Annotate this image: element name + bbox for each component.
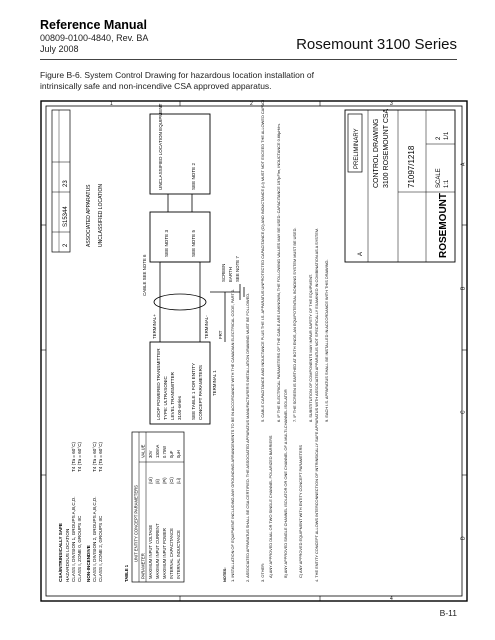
- nonincendive-line-1: CLASS I, DIVISION 2, GROUPS A,B,C,D.: [92, 496, 97, 582]
- table-cell: 0μF: [169, 450, 174, 458]
- page-number: B-11: [439, 608, 457, 618]
- table-cell: MAXIMUM INPUT POWER: [162, 528, 167, 579]
- see-note-2-label: SEE NOTE 2: [191, 162, 196, 190]
- frame-letter-b: B: [460, 286, 467, 290]
- notes-heading: NOTES:: [222, 567, 227, 582]
- table-heading: UNIT ENTITY CONCEPT PARAMETERS: [133, 485, 139, 562]
- transmitter-line: 3100-series: [177, 395, 182, 420]
- company-logo-text: ROSEMOUNT: [438, 193, 449, 258]
- revision-number: 2: [63, 243, 69, 247]
- frame-number-2: 2: [250, 101, 253, 107]
- figure-caption: Figure B-6. System Control Drawing for hazardous location installation of intrinsically safe and non-incendive CSA approved apparatus.: [40, 70, 315, 91]
- nonincendive-temp-2: T4 (Ta = 60°C): [98, 441, 103, 472]
- sheet-number: 1/1: [444, 131, 450, 140]
- note-item: 3. OTHER:: [260, 562, 265, 582]
- transmitter-line: LOOP POWERED TRANSMITTER: [156, 348, 161, 420]
- nonincendive-heading: NON-INCENDIVE: [86, 545, 91, 582]
- note-item: A) ANY APPROVED DUAL OR TWO SINGLE CHANNEL POLARIZED BARRIERS: [268, 435, 273, 578]
- terminal-minus-label: TERMINAL-: [204, 315, 209, 339]
- transmitter-line: LEVEL TRANSMITTER: [170, 372, 175, 420]
- table-cell: 30V: [148, 450, 153, 458]
- table-cell: (Ii): [155, 479, 160, 484]
- note-item: 1. INSTALLATION OF EQUIPMENT INCLUDING ANY GROUNDING ARRANGEMENTS TO BE IN ACCORDANCE WITH THE CANADIAN ELECTRICAL CODE, PART 1.: [230, 288, 235, 582]
- revision-ecn: S15344: [63, 206, 69, 227]
- table-col-value: VALUE: [140, 444, 146, 458]
- table-cell: MAXIMUM INPUT VOLTAGE: [148, 524, 153, 579]
- terminal-plus-label: TERMINAL+: [152, 314, 157, 339]
- see-note-3-label: SEE NOTE 3: [164, 229, 169, 257]
- drawing-title-2: 3100 ROSEMOUNT CSA: [383, 108, 390, 188]
- note-item: 2. ASSOCIATED APPARATUS SHALL BE CSA CERTIFIED. THE ASSOCIATED APPARATUS MANUFACTURER'S INSTALLATION DRAWING MUST BE FOLLOWED.: [245, 292, 250, 582]
- doc-number: 00809-0100-4840, Rev. BA: [40, 33, 149, 43]
- nonincendive-line-2: CLASS I, ZONE 2, GROUPS IIC: [98, 515, 103, 582]
- unclassified-location-label: UNCLASSIFIED LOCATION: [98, 184, 104, 247]
- unclassified-equipment-label: UNCLASSIFIED LOCATION EQUIPMENT: [158, 103, 163, 190]
- table-cell: INTERNAL INDUCTANCE: [176, 530, 181, 579]
- approvals-temp-1: T4 (Ta = 60°C): [71, 441, 76, 472]
- header-divider: [40, 59, 457, 60]
- sheet-rev: 2: [436, 136, 442, 140]
- frame-letter-a: A: [460, 162, 467, 166]
- approvals-line-2: CLASS I, DIVISION 1, GROUPS A,B,C,D.: [71, 496, 76, 582]
- approvals-line-3: CLASS I, ZONE 0, GROUPS IIC: [77, 515, 82, 582]
- see-note-7-label: SEE NOTE 7: [235, 256, 240, 282]
- frame-letter-d: D: [460, 536, 467, 540]
- table-cell: INTERNAL CAPACITANCE: [169, 528, 174, 579]
- revision-value: 23: [63, 180, 69, 187]
- manual-title: Reference Manual: [40, 18, 147, 32]
- note-item: B) ANY APPROVED SINGLE CHANNEL ISOLATOR OR ONE CHANNEL OF A MULTI-CHANNEL ISOLATOR: [283, 389, 288, 578]
- frame-number-3: 3: [390, 101, 393, 107]
- transmitter-line: SEE TABLE 1 FOR ENTITY: [191, 362, 196, 420]
- table-cell: (Li): [176, 477, 181, 484]
- table-cell: (Ui): [148, 477, 153, 484]
- screen-label: SCREEN: [221, 263, 226, 282]
- table-cell: MAXIMUM INPUT CURRENT: [155, 523, 160, 579]
- approvals-heading: CSA/INTRINSICALLY SAFE: [58, 523, 63, 582]
- frame-number-1: 1: [110, 101, 113, 107]
- note-item: 4. THE ENTITY CONCEPT ALLOWS INTERCONNECTION OF INTRINSICALLY SAFE APPARATUS WITH ASSOCIATED APPARATUS NOT SPECIFICALLY EXAMINED IN COMBINATION AS A SYSTEM.: [314, 227, 319, 582]
- header: [40, 18, 148, 55]
- associated-apparatus-label: ASSOCIATED APPARATUS: [86, 184, 92, 247]
- doc-date: July 2008: [40, 44, 79, 54]
- control-drawing-svg: [40, 100, 468, 602]
- scale-label: SCALE: [436, 168, 442, 188]
- drawing-number: 71097/1218: [407, 145, 416, 188]
- see-note-5-label: SEE NOTE 5: [191, 229, 196, 257]
- series-title: Rosemount 3100 Series: [296, 36, 457, 53]
- frt-label: FRT: [218, 330, 223, 339]
- control-drawing: [40, 100, 468, 602]
- transmitter-line: CONCEPT PARAMETERS: [198, 365, 203, 420]
- drawing-title-1: CONTROL DRAWING: [373, 118, 380, 188]
- terminal-1-label: TERMINAL 1: [212, 370, 217, 396]
- frame-letter-c: C: [460, 410, 467, 414]
- table-cell: (Pi): [162, 477, 167, 484]
- approvals-temp-2: T4 (Ta = 60°C): [77, 441, 82, 472]
- approvals-line-1: HAZARDOUS LOCATION: [65, 528, 70, 582]
- revision-letter: A: [358, 251, 364, 256]
- table-cell: (Ci): [169, 477, 174, 484]
- preliminary-stamp: PRELIMINARY: [354, 128, 360, 169]
- table-col-param: PARAMETER: [140, 553, 146, 579]
- table-cell: 130mA: [155, 444, 160, 458]
- note-item: 5. CABLE CAPACITANCE AND INDUCTANCE PLUS THE I.S. APPARATUS UNPROTECTED CAPACITANCE (Ci) AND INDUCTANCE (Li) MUST NOT EXCEED THE ALLOWED CAPACITANCE (Ca) AND INDUCTANCE (La).: [260, 100, 265, 422]
- table-cell: 0.75W: [162, 445, 167, 458]
- nonincendive-temp-1: T4 (Ta = 60°C): [92, 441, 97, 472]
- note-item: 6. IF THE ELECTRICAL PARAMETERS OF THE CABLE ARE UNKNOWN, THE FOLLOWING VALUES MAY BE USED: CAPACITANCE 197pF/m, INDUCTANCE 0.66μH/m.: [276, 123, 281, 422]
- frame-number-4: 4: [390, 596, 393, 602]
- note-item: 9. EACH I.S. APPARATUS SHALL BE INSTALLED IN ACCORDANCE WITH THIS DRAWING.: [324, 259, 329, 422]
- drawing-border: [41, 101, 467, 601]
- note-item: 8. SUBSTITUTION OF COMPONENTS MAY IMPAIR SAFETY OF THE EQUIPMENT.: [308, 274, 313, 422]
- scale-value: 1:1: [444, 179, 450, 188]
- cable-note-label: CABLE SEE NOTE 6: [142, 254, 147, 296]
- note-item: C) ANY APPROVED EQUIPMENT WITH ENTITY CONCEPT PARAMETERS: [298, 444, 303, 578]
- note-item: 7. IF THE SCREEN IS EARTHED AT BOTH ENDS, AN EQUIPOTENTIAL BONDING SYSTEM MUST BE USED.: [292, 227, 297, 422]
- earth-label: EARTH: [228, 267, 233, 282]
- table-cell: 0μH: [176, 450, 181, 458]
- table-caption: TABLE 1: [124, 564, 129, 582]
- transmitter-line: TYPE: ULTRASONIC: [163, 376, 168, 420]
